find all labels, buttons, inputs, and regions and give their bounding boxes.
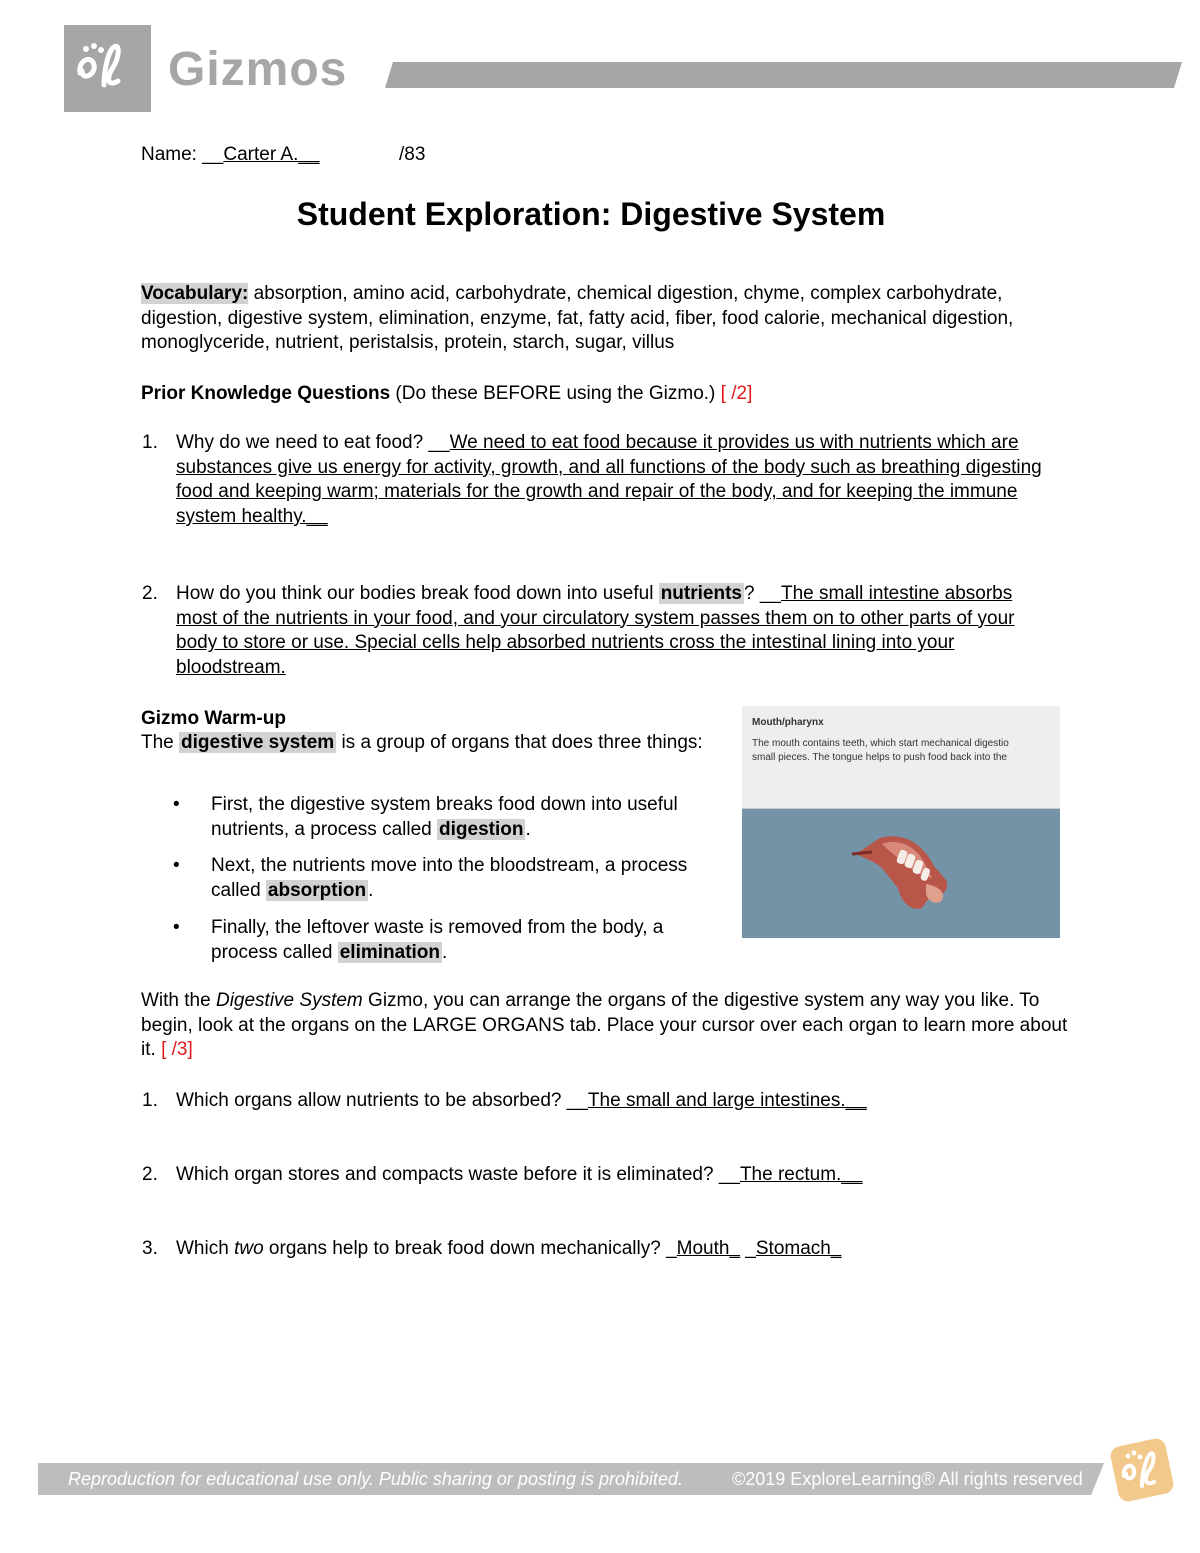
mouth-organ-icon <box>842 828 962 918</box>
intro-text: The <box>141 732 180 753</box>
vocab-term: nutrients <box>660 583 742 604</box>
question-number: 2. <box>142 583 158 604</box>
total-score: /83 <box>399 144 426 165</box>
bullet-text-end: . <box>525 818 531 840</box>
organ-description <box>752 737 1060 765</box>
vocab-term: elimination <box>339 941 441 963</box>
name-suffix: __ <box>298 144 320 165</box>
bullet-text: Next, the nutrients move into the bloodstream, a process called <box>211 855 688 901</box>
instructions-text: With the <box>141 990 216 1011</box>
footer-disclaimer: Reproduction for educational use only. Public sharing or posting is prohibited. <box>68 1469 684 1489</box>
prior-question-2 <box>142 582 1056 681</box>
warmup-question-3 <box>142 1237 1056 1262</box>
answer-text[interactable]: Mouth_ <box>676 1238 741 1259</box>
warmup-bullet <box>173 916 701 965</box>
vocab-term: absorption <box>267 879 367 901</box>
brand-name: Gizmos <box>168 43 348 96</box>
question-number: 1. <box>142 432 158 453</box>
gizmo-instructions <box>141 989 1071 1063</box>
question-text-end: ? __ <box>743 583 781 604</box>
intro-text-end: is a group of organs that does three things: <box>336 732 703 753</box>
bullet-text: Finally, the leftover waste is removed from the body, a process called <box>211 917 664 963</box>
warmup-intro <box>141 731 721 756</box>
page-title: Student Exploration: Digestive System <box>296 196 886 232</box>
answer-text[interactable]: Stomach_ <box>755 1238 842 1259</box>
warmup-bullet <box>173 854 701 903</box>
question-text: Which organs allow nutrients to be absorbed? __ <box>176 1090 588 1111</box>
name-label: Name: __ <box>141 144 224 165</box>
vocabulary-label: Vocabulary: <box>141 283 249 304</box>
organ-description-line: The mouth contains teeth, which start mechanical digestio <box>752 738 1009 749</box>
answer-text[interactable]: The small intestine absorbs most of the nutrients in your food, and your circulatory system passes them on to other parts of your body to store or use. Special cells help absorbed nutrients cross the intestinal lining into your bloodstream. <box>176 583 1015 679</box>
bullet-text-end: . <box>368 879 374 901</box>
question-number: 2. <box>142 1164 158 1185</box>
warmup-points: [ /3] <box>161 1039 193 1061</box>
prior-heading: Prior Knowledge Questions <box>141 383 391 404</box>
prior-points: [ /2] <box>720 383 753 404</box>
prior-question-1 <box>142 431 1056 530</box>
question-text: Which <box>176 1238 235 1259</box>
organ-title: Mouth/pharynx <box>752 717 824 728</box>
bullet-text-end: . <box>442 941 448 963</box>
organ-description-line: small pieces. The tongue helps to push food back into the <box>752 752 1007 763</box>
footer-logo <box>1102 1430 1182 1515</box>
gizmo-screenshot <box>742 706 1060 938</box>
bullet-icon: • <box>173 917 180 938</box>
vocab-term: digestion <box>439 818 524 840</box>
answer-separator: _ <box>740 1238 756 1259</box>
footer-copyright: ©2019 ExploreLearning® All rights reserved <box>732 1469 1083 1489</box>
prior-knowledge-heading <box>141 382 1071 407</box>
el-logo-icon <box>74 41 140 95</box>
answer-text[interactable]: We need to eat food because it provides us with nutrients which are substances give us energy for activity, growth, and all functions of the body such as breathing digesting food and keeping warm; materials for the growth and repair of the body, and for keeping the immune system healthy.__ <box>176 432 1042 528</box>
prior-note: (Do these BEFORE using the Gizmo.) <box>390 383 721 404</box>
explorelearning-logo <box>64 25 151 112</box>
bullet-icon: • <box>173 855 180 876</box>
question-text: How do you think our bodies break food down into useful <box>176 583 659 604</box>
question-text-end: organs help to break food down mechanically? _ <box>263 1238 677 1259</box>
question-text: Which organ stores and compacts waste before it is eliminated? __ <box>176 1164 740 1185</box>
warmup-heading: Gizmo Warm-up <box>141 708 286 729</box>
organ-info-box <box>742 706 1060 809</box>
warmup-question-2 <box>142 1163 1056 1188</box>
vocab-term: digestive system <box>181 732 335 753</box>
el-badge-icon <box>1102 1430 1182 1510</box>
answer-text[interactable]: The small and large intestines.__ <box>587 1090 867 1111</box>
bullet-icon: • <box>173 794 180 815</box>
student-name-line <box>141 143 320 167</box>
question-number: 3. <box>142 1238 158 1259</box>
question-emphasis: two <box>234 1238 264 1259</box>
gizmo-name: Digestive System <box>215 990 363 1011</box>
header-bar <box>385 62 1182 88</box>
vocabulary-terms: absorption, amino acid, carbohydrate, chemical digestion, chyme, complex carbohydrate, digestion, digestive system, elimination, enzyme, fat, fatty acid, fiber, food calorie, mechanical digestion, monoglyceride, nutrient, peristalsis, protein, starch, sugar, villus <box>141 283 1014 354</box>
vocabulary-section <box>141 282 1071 356</box>
instructions-text-end: Gizmo, you can arrange the organs of the digestive system any way you like. To begin, look at the organs on the LARGE ORGANS tab. Place your cursor over each organ to learn more about it. <box>141 990 1068 1061</box>
question-number: 1. <box>142 1090 158 1111</box>
warmup-bullet <box>173 793 701 842</box>
warmup-question-1 <box>142 1089 1056 1114</box>
bullet-text: First, the digestive system breaks food down into useful nutrients, a process called <box>211 794 678 840</box>
student-name[interactable]: Carter A. <box>223 144 299 165</box>
answer-text[interactable]: The rectum.__ <box>739 1164 863 1185</box>
question-text: Why do we need to eat food? __ <box>176 432 450 453</box>
